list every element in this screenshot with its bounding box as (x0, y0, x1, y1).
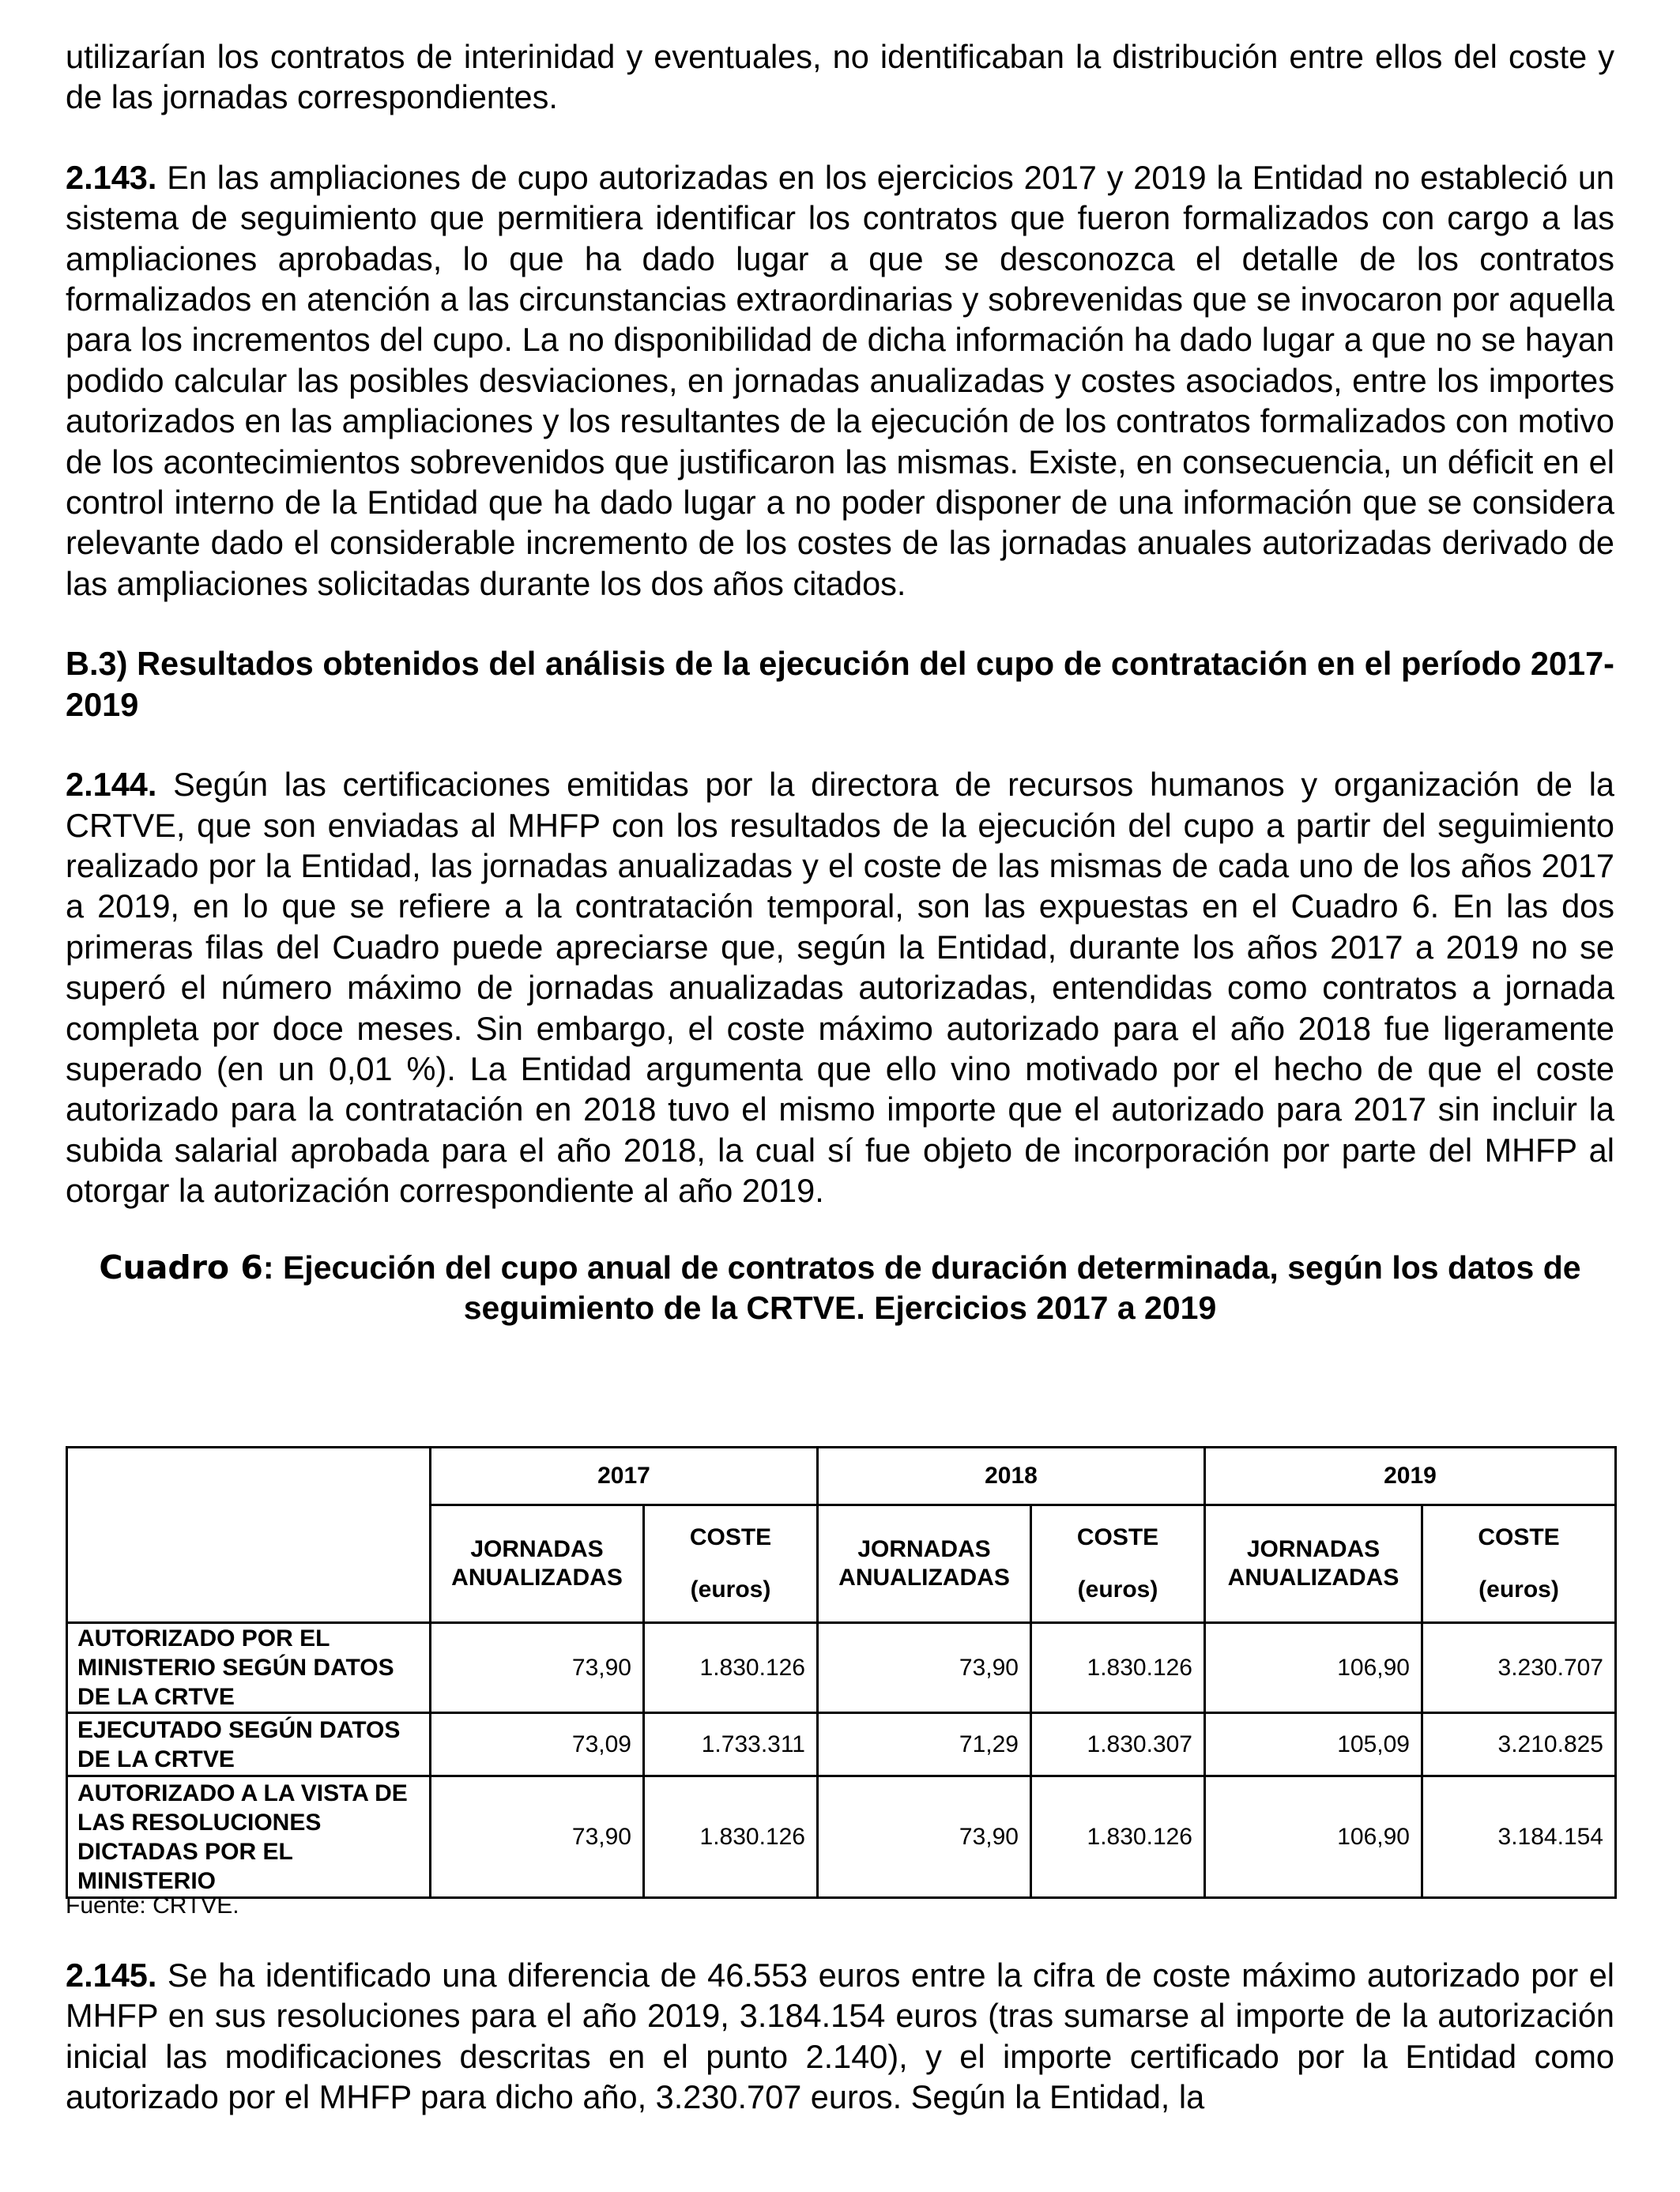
table-cell: 105,09 (1205, 1713, 1422, 1776)
section-heading-b3: B.3) Resultados obtenidos del análisis de la ejecución del cupo de contratación en el período 2017-2019 (66, 645, 1614, 723)
row-label: AUTORIZADO A LA VISTA DE LAS RESOLUCIONES DICTADAS POR EL MINISTERIO (67, 1776, 431, 1898)
document-page (66, 36, 1614, 1328)
intro-paragraph: utilizarían los contratos de interinidad y eventuales, no identificaban la distribución entre ellos del coste y de las jornadas correspondientes. (66, 38, 1614, 116)
paragraph-2-145 (66, 1955, 1614, 2118)
year-header: 2018 (818, 1448, 1205, 1505)
column-header-coste: COSTE (euros) (1422, 1505, 1616, 1623)
document-page-continued (66, 1955, 1614, 2118)
table-cell: 73,90 (818, 1623, 1031, 1713)
table-cell: 106,90 (1205, 1623, 1422, 1713)
table-source-note: Fuente: CRTVE. (66, 1893, 239, 1919)
row-label: AUTORIZADO POR EL MINISTERIO SEGÚN DATOS DE LA CRTVE (67, 1623, 431, 1713)
column-header-jornadas: JORNADAS ANUALIZADAS (431, 1505, 644, 1623)
paragraph-number: 2.145. (66, 1957, 157, 1994)
table-cell: 3.184.154 (1422, 1776, 1616, 1898)
row-label: EJECUTADO SEGÚN DATOS DE LA CRTVE (67, 1713, 431, 1776)
year-header: 2019 (1205, 1448, 1616, 1505)
table-cell: 3.210.825 (1422, 1713, 1616, 1776)
paragraph-text: En las ampliaciones de cupo autorizadas en los ejercicios 2017 y 2019 la Entidad no estableció un sistema de seguimiento que permitiera identificar los contratos que fueron formalizados con cargo a las ampliaciones aprobadas, lo que ha dado lugar a que se desconozca el detalle de los contratos formalizados en atención a las circunstancias extraordinarias y sobrevenidas que se invocaron por aquella para los incrementos del cupo. La no disponibilidad de dicha información ha dado lugar a que no se hayan podido calcular las posibles desviaciones, en jornadas anualizadas y costes asociados, entre los importes autorizados en las ampliaciones y los resultantes de la ejecución de los contratos formalizados con motivo de los acontecimientos sobrevenidos que justificaron las mismas. Existe, en consecuencia, un déficit en el control interno de la Entidad que ha dado lugar a no poder disponer de una información que se considera relevante dado el considerable incremento de los costes de las jornadas anuales autorizadas derivado de las ampliaciones solicitadas durante los dos años citados. (66, 158, 1614, 602)
table-cell: 73,90 (431, 1776, 644, 1898)
paragraph-text: Según las certificaciones emitidas por la directora de recursos humanos y organización de la CRTVE, que son enviadas al MHFP con los resultados de la ejecución del cupo a partir del seguimiento realizado por la Entidad, las jornadas anualizadas y el coste de las mismas de cada uno de los años 2017 a 2019, en lo que se refiere a la contratación temporal, son las expuestas en el Cuadro 6. En las dos primeras filas del Cuadro puede apreciarse que, según la Entidad, durante los años 2017 a 2019 no se superó el número máximo de jornadas anualizadas autorizadas, entendidas como contratos a jornada completa por doce meses. Sin embargo, el coste máximo autorizado para el año 2018 fue ligeramente superado (en un 0,01 %). La Entidad argumenta que ello vino motivado por el hecho de que el coste autorizado para la contratación en 2018 tuvo el mismo importe que el autorizado para 2017 sin incluir la subida salarial aprobada para el año 2018, la cual sí fue objeto de incorporación por parte del MHFP al otorgar la autorización correspondiente al año 2019. (66, 766, 1614, 1210)
table-caption-label: Cuadro 6 (99, 1248, 263, 1286)
table-cell: 1.830.126 (1031, 1623, 1205, 1713)
table-cell: 73,90 (431, 1623, 644, 1713)
column-header-coste: COSTE (euros) (644, 1505, 818, 1623)
table-cell: 73,90 (818, 1776, 1031, 1898)
table-cell: 106,90 (1205, 1776, 1422, 1898)
table-caption (66, 1248, 1614, 1328)
table-caption-text: : Ejecución del cupo anual de contratos de duración determinada, según los datos de seguimiento de la CRTVE. Ejercicios 2017 a 2019 (262, 1249, 1581, 1326)
table-row (67, 1713, 1616, 1776)
year-header: 2017 (431, 1448, 818, 1505)
paragraph-2-144 (66, 764, 1614, 1211)
cuadro-6-table (66, 1446, 1617, 1899)
table-cell: 3.230.707 (1422, 1623, 1616, 1713)
paragraph-2-143 (66, 157, 1614, 604)
column-header-jornadas: JORNADAS ANUALIZADAS (1205, 1505, 1422, 1623)
column-header-coste: COSTE (euros) (1031, 1505, 1205, 1623)
table-cell: 73,09 (431, 1713, 644, 1776)
paragraph-text: Se ha identificado una diferencia de 46.553 euros entre la cifra de coste máximo autorizado por el MHFP en sus resoluciones para el año 2019, 3.184.154 euros (tras sumarse al importe de la autorización inicial las modificaciones descritas en el punto 2.140), y el importe certificado por la Entidad como autorizado por el MHFP para dicho año, 3.230.707 euros. Según la Entidad, la (66, 1957, 1614, 2116)
table-row (67, 1623, 1616, 1713)
table-cell: 1.733.311 (644, 1713, 818, 1776)
table-cell: 1.830.126 (644, 1623, 818, 1713)
table-cell: 1.830.126 (1031, 1776, 1205, 1898)
table-cell: 1.830.307 (1031, 1713, 1205, 1776)
table-row (67, 1776, 1616, 1898)
table-cell: 1.830.126 (644, 1776, 818, 1898)
table-cell: 71,29 (818, 1713, 1031, 1776)
paragraph-number: 2.143. (66, 158, 157, 196)
paragraph-number: 2.144. (66, 766, 157, 804)
table-corner-cell (67, 1448, 431, 1623)
column-header-jornadas: JORNADAS ANUALIZADAS (818, 1505, 1031, 1623)
